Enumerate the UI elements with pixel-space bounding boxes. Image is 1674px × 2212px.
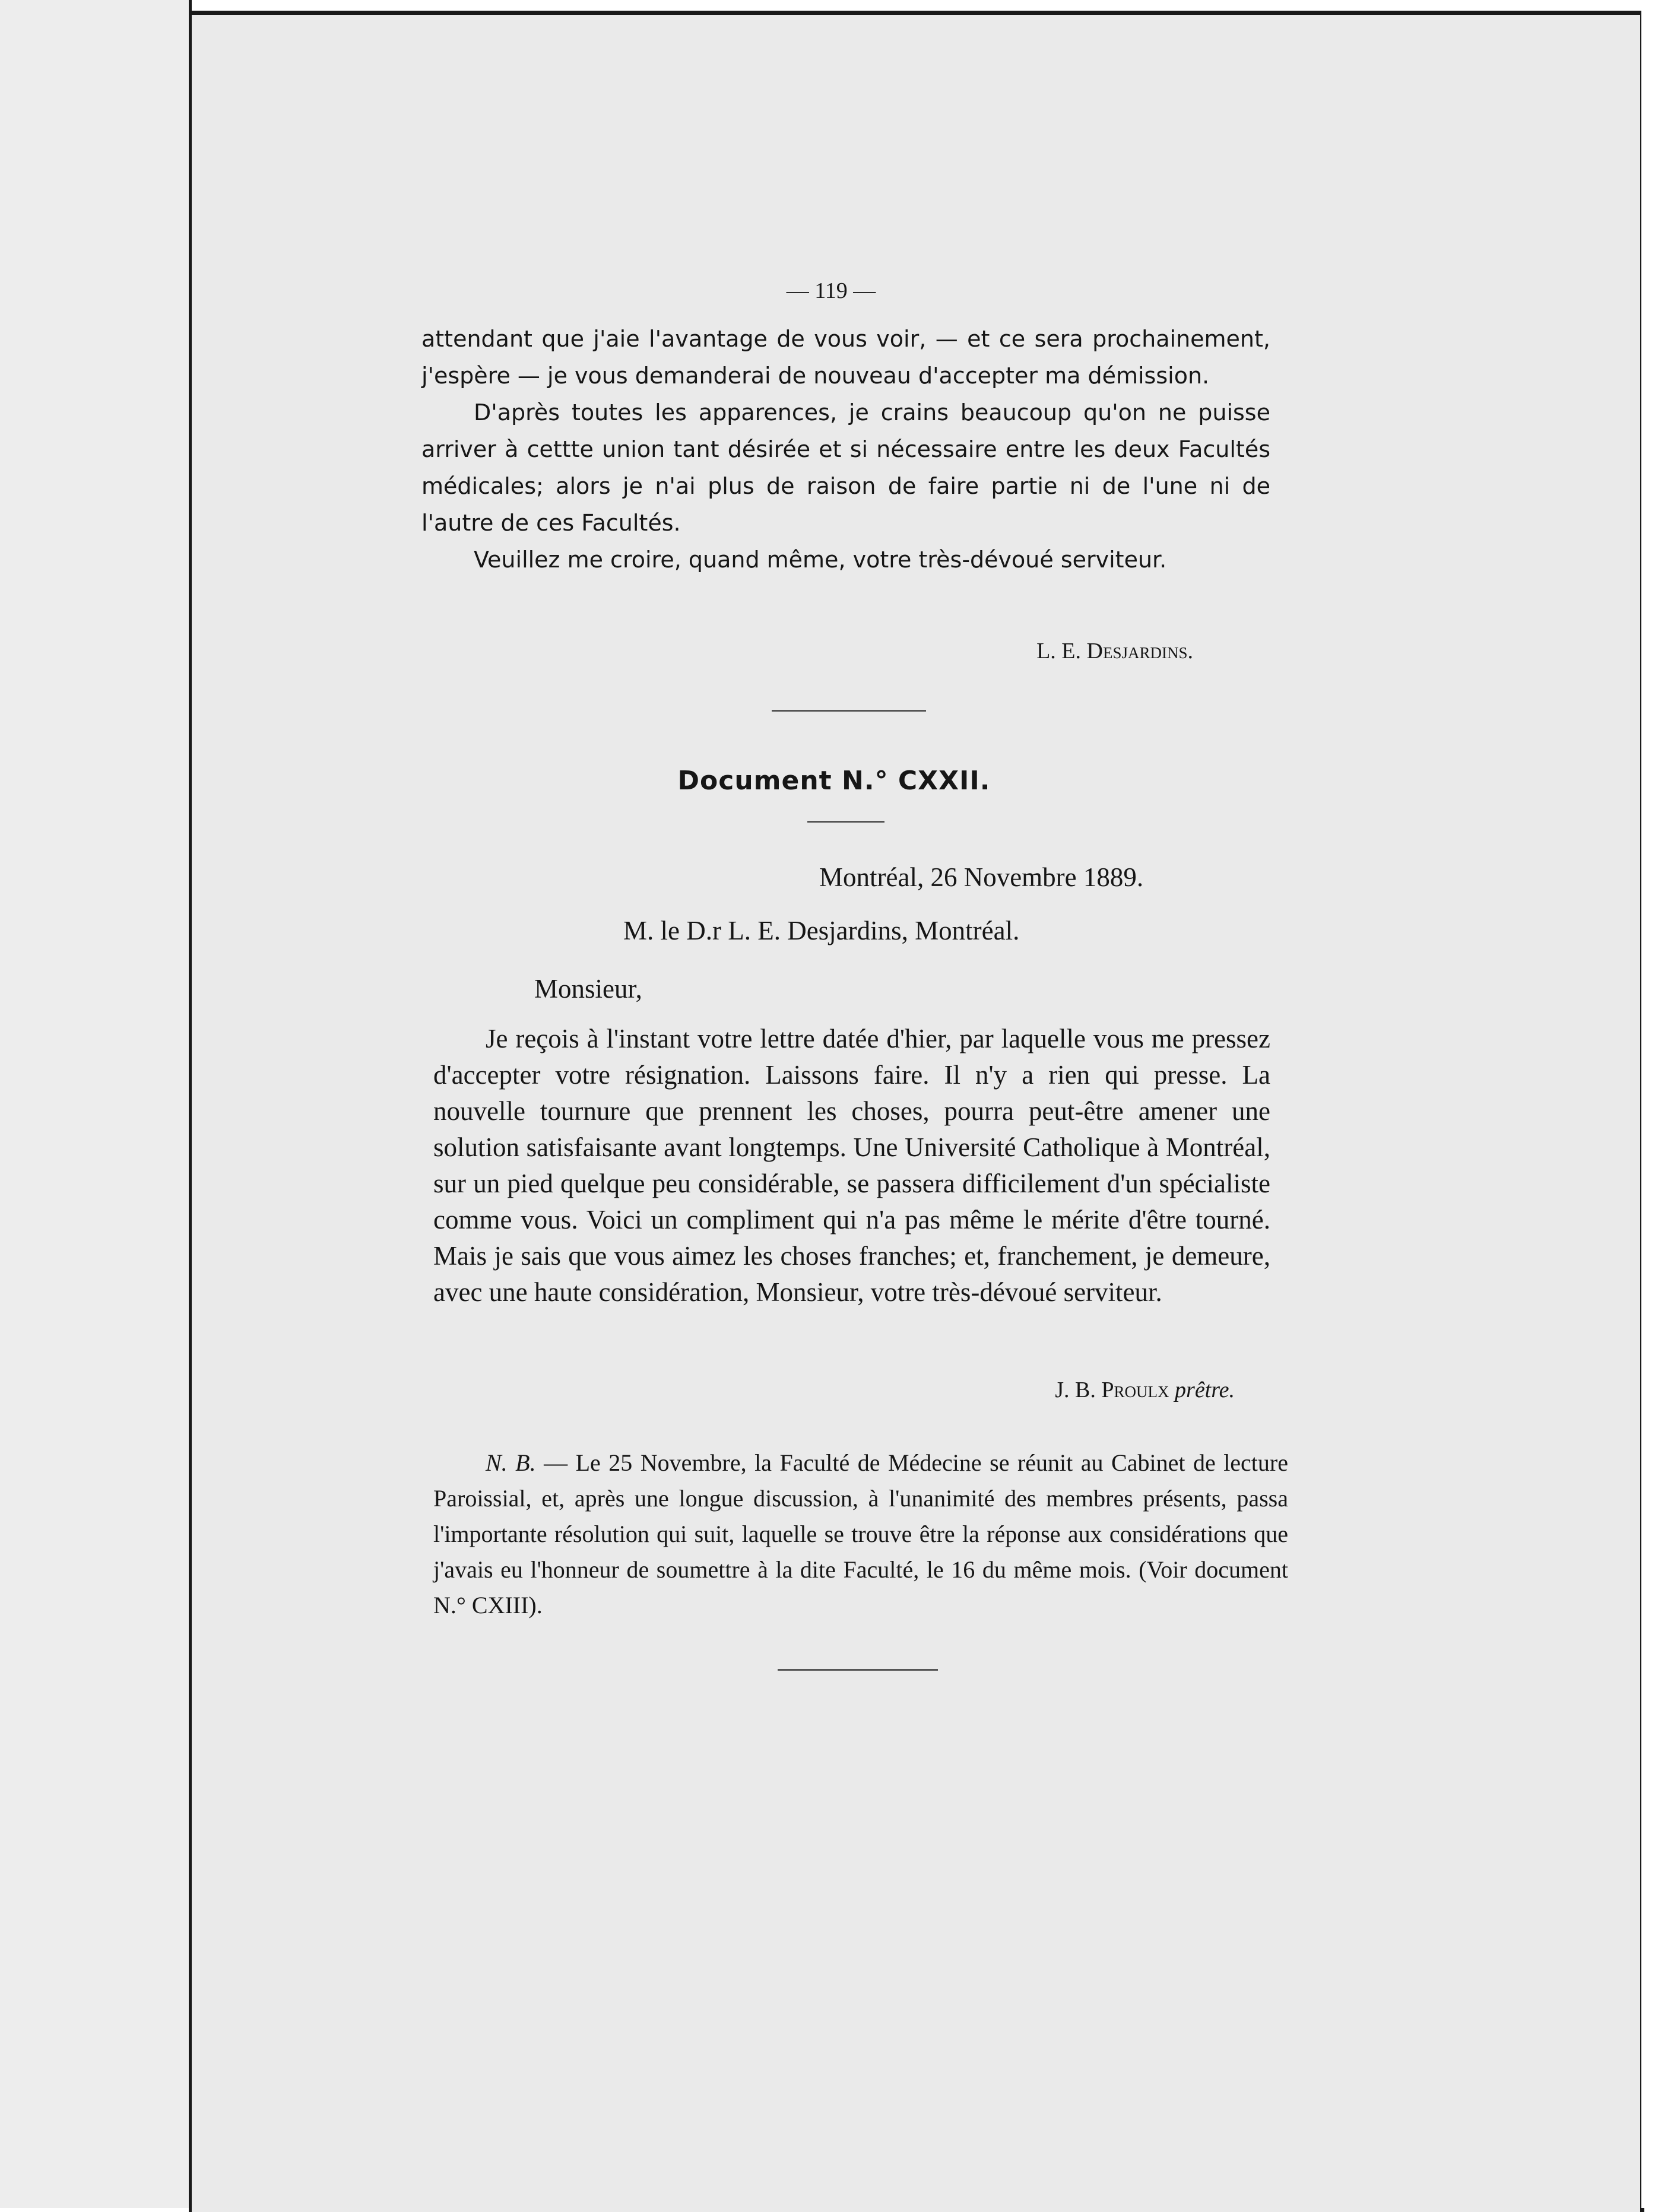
paragraph-3: Veuillez me croire, quand même, votre très-dévoué serviteur. — [474, 547, 1167, 573]
section-divider — [772, 710, 926, 712]
salutation: Monsieur, — [534, 974, 642, 1004]
document-title: Document N.° CXXII. — [677, 766, 991, 796]
place-date: Montréal, 26 Novembre 1889. — [819, 862, 1144, 892]
signature-proulx — [890, 1377, 1235, 1403]
title-underline — [807, 821, 884, 823]
letter-body-text: Je reçois à l'instant votre lettre datée d'hier, par laquelle vous me pressez d'accepter votre résignation. Laissons faire. Il n'y a rien qui presse. La nouvelle tournure que prennent les choses, pourra peut-être amener une solution satisfaisante avant longtemps. Une Université Catholique à Montréal, sur un pied quelque peu considérable, se passera difficilement d'un spécialiste comme vous. Voici un compliment qui n'a pas même le mérite d'être tourné. Mais je sais que vous aimez les choses franches; et, franchement, je demeure, avec une haute considération, Monsieur, votre très-dévoué serviteur. — [433, 1024, 1270, 1307]
signature-title: prêtre. — [1175, 1378, 1235, 1402]
bottom-divider — [778, 1669, 938, 1671]
paragraph-1: attendant que j'aie l'avantage de vous voir, — et ce sera prochainement, j'espère — je vous demanderai de nouveau d'accepter ma démission. — [421, 326, 1270, 389]
signature-name: J. B. Proulx — [1055, 1378, 1169, 1402]
left-page-edge — [0, 0, 192, 2208]
right-margin — [1641, 0, 1674, 2208]
letter-body — [433, 1021, 1270, 1310]
nota-bene-paragraph — [433, 1445, 1288, 1623]
nota-bene — [433, 1445, 1288, 1623]
paragraph-2: D'après toutes les apparences, je crains beaucoup qu'on ne puisse arriver à cettte union tant désirée et si nécessaire entre les deux Facultés médicales; alors je n'ai plus de raison de faire partie ni de l'une ni de l'autre de ces Facultés. — [421, 399, 1270, 536]
nota-bene-label: N. B. — [486, 1449, 536, 1476]
continuation-text — [421, 320, 1270, 578]
nota-bene-text: — Le 25 Novembre, la Faculté de Médecine se réunit au Cabinet de lecture Paroissial, et, après une longue discussion, à l'unanimité des membres présents, passa l'importante résolution qui suit, laquelle se trouve être la réponse aux considérations que j'avais eu l'honneur de soumettre à la dite Faculté, le 16 du même mois. (Voir document N.° CXIII). — [433, 1449, 1288, 1618]
addressee: M. le D.r L. E. Desjardins, Montréal. — [623, 916, 1020, 945]
page-number: — 119 — — [786, 278, 876, 303]
signature-desjardins: L. E. Desjardins. — [1036, 639, 1193, 664]
